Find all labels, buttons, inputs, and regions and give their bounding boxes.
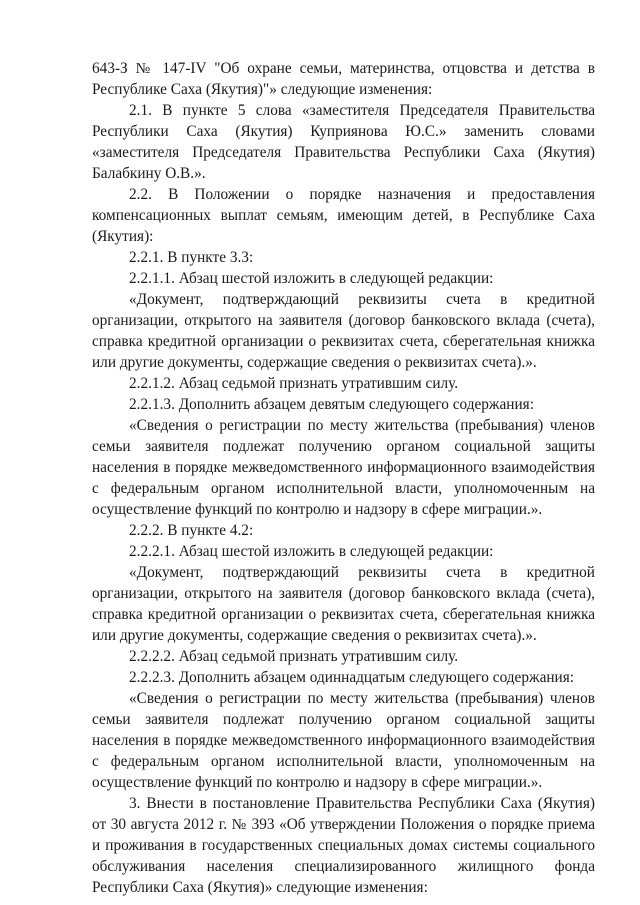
paragraph-2-2-2-2: 2.2.2.2. Абзац седьмой признать утратившим силу.: [129, 648, 459, 665]
paragraph-2-2-2-1: 2.2.2.1. Абзац шестой изложить в следующей редакции:: [129, 543, 494, 560]
paragraph-quote-document-2: «Документ, подтверждающий реквизиты счета в кредитной организации, открытого на заявителя (договор банковского вклада (счета), справка кредитной организации о реквизитах счета, сберегательная книжка или другие документы, содержащие сведения о реквизитах счета).».: [92, 564, 595, 644]
paragraph-2-2-2-3: 2.2.2.3. Дополнить абзацем одиннадцатым следующего содержания:: [129, 669, 575, 686]
paragraph-2-2: 2.2. В Положении о порядке назначения и предоставления компенсационных выплат семьям, имеющим детей, в Республике Саха (Якутия):: [92, 186, 595, 245]
paragraph-2-2-1-3: 2.2.1.3. Дополнить абзацем девятым следующего содержания:: [129, 396, 534, 413]
paragraph-3: 3. Внести в постановление Правительства Республики Саха (Якутия) от 30 августа 2012 г. № 393 «Об утверждении Положения о порядке приема и проживания в государственных специальных домах системы социального обслуживания населения специализированного жилищного фонда Республики Саха (Якутия)» следующие изменения:: [92, 795, 595, 896]
paragraph-quote-registration-2: «Сведения о регистрации по месту жительства (пребывания) членов семьи заявителя подлежат получению органом социальной защиты населения в порядке межведомственного информационного взаимодействия с федеральным органом исполнительной власти, уполномоченным на осуществление функций по контролю и надзору в сфере миграции.».: [92, 690, 595, 791]
paragraph-quote-document-1: «Документ, подтверждающий реквизиты счета в кредитной организации, открытого на заявителя (договор банковского вклада (счета), справка кредитной организации о реквизитах счета, сберегательная книжка или другие документы, содержащие сведения о реквизитах счета).».: [92, 291, 595, 371]
paragraph-2-2-2: 2.2.2. В пункте 4.2:: [129, 522, 254, 539]
paragraph-quote-registration-1: «Сведения о регистрации по месту жительства (пребывания) членов семьи заявителя подлежат получению органом социальной защиты населения в порядке межведомственного информационного взаимодействия с федеральным органом исполнительной власти, уполномоченным на осуществление функций по контролю и надзору в сфере миграции.».: [92, 417, 595, 518]
paragraph-2-1: 2.1. В пункте 5 слова «заместителя Председателя Правительства Республики Саха (Якутия) Куприянова Ю.С.» заменить словами «заместителя Председателя Правительства Республики Саха (Якутия) Балабкину О.В.».: [92, 102, 595, 182]
paragraph-law-continuation: 643-З № 147-IV "Об охране семьи, материнства, отцовства и детства в Республике Саха (Якутия)"» следующие изменения:: [92, 60, 595, 98]
paragraph-2-2-1-1: 2.2.1.1. Абзац шестой изложить в следующей редакции:: [129, 270, 494, 287]
paragraph-2-2-1: 2.2.1. В пункте 3.3:: [129, 249, 254, 266]
document-page: [92, 58, 595, 898]
paragraph-2-2-1-2: 2.2.1.2. Абзац седьмой признать утратившим силу.: [129, 375, 459, 392]
